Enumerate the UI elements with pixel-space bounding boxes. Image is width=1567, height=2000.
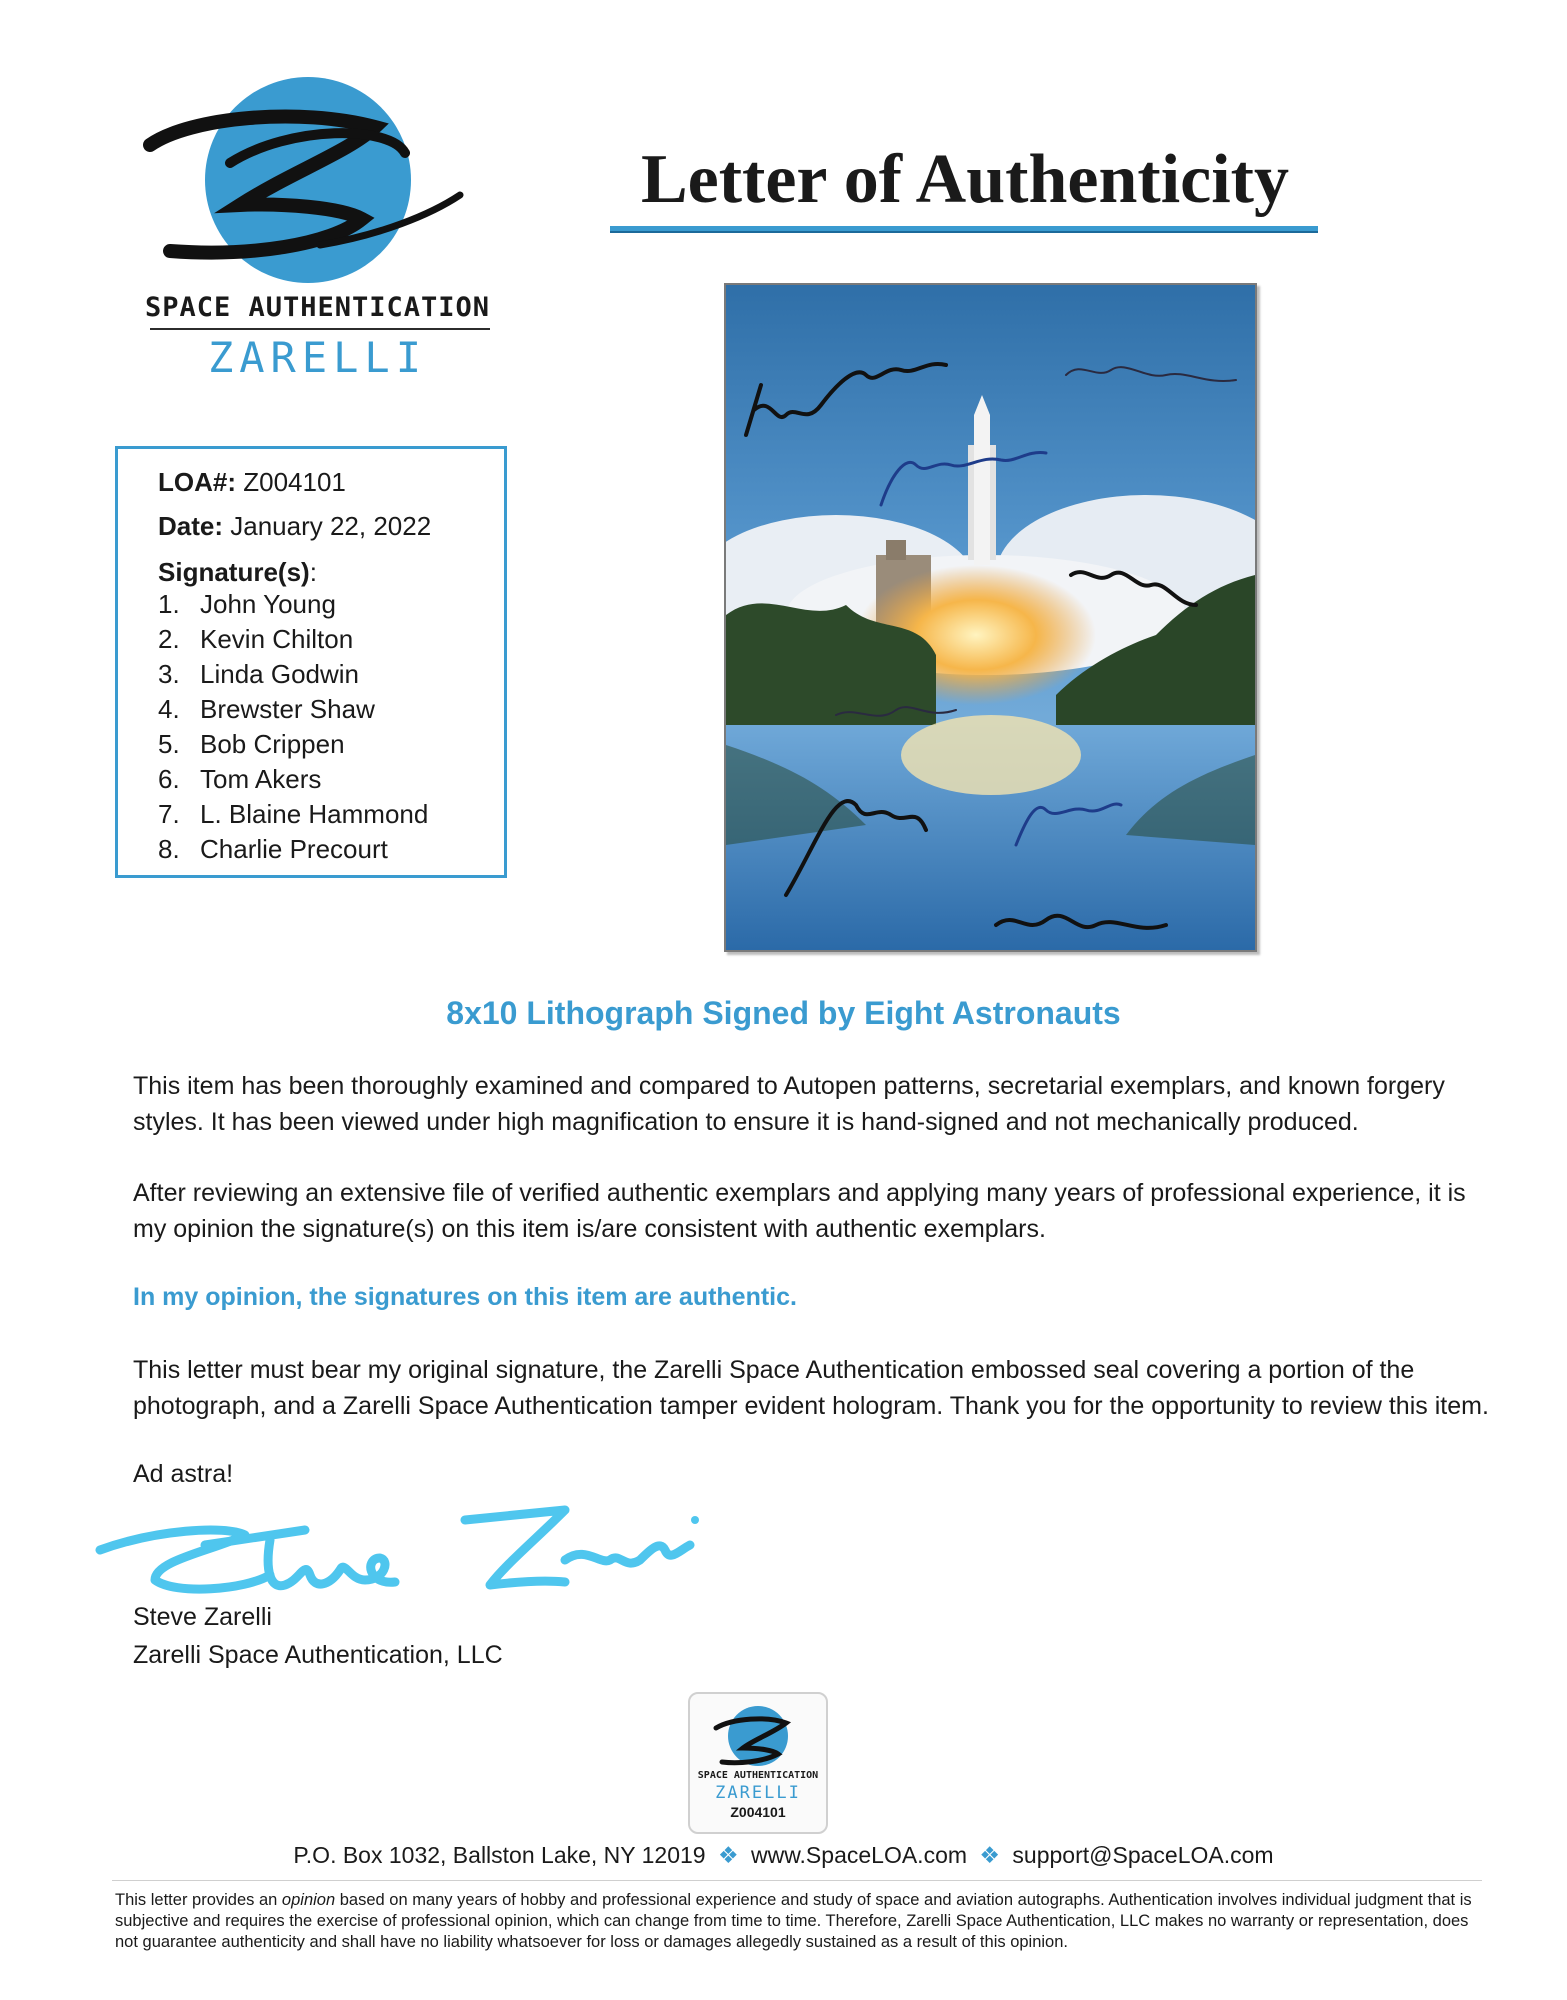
contact-line [0, 1842, 1567, 1869]
shuttle-launch-photo [724, 283, 1257, 952]
loa-date-value: January 22, 2022 [230, 511, 432, 541]
signer-company: Zarelli Space Authentication, LLC [133, 1641, 503, 1669]
list-item-name: Linda Godwin [200, 659, 359, 689]
list-item-name: L. Blaine Hammond [200, 799, 429, 829]
list-item-number: 1. [158, 589, 180, 619]
postal-address: P.O. Box 1032, Ballston Lake, NY 12019 [293, 1842, 706, 1868]
signer-name: Steve Zarelli [133, 1603, 272, 1631]
item-subtitle: 8x10 Lithograph Signed by Eight Astronauts [446, 995, 1121, 1031]
handwritten-signature [95, 1490, 775, 1610]
hologram-line2: ZARELLI [715, 1783, 801, 1803]
list-item-name: Kevin Chilton [200, 624, 354, 654]
list-item-name: Charlie Precourt [200, 834, 388, 864]
list-item [158, 587, 428, 622]
disclaimer-text [115, 1890, 1490, 1953]
signatures-heading [158, 557, 317, 588]
disclaimer-emphasis: opinion [281, 1891, 336, 1909]
list-item-number: 7. [158, 799, 180, 829]
list-item [158, 832, 428, 867]
list-item-number: 3. [158, 659, 180, 689]
loa-number-value: Z004101 [243, 467, 346, 497]
signatures-colon: : [309, 557, 317, 587]
list-item-name: John Young [200, 589, 336, 619]
logo-divider [150, 328, 490, 330]
opinion-statement: In my opinion, the signatures on this item are authentic. [133, 1283, 797, 1311]
review-paragraph: After reviewing an extensive file of verified authentic exemplars and applying many years of professional experience, it is my opinion the signature(s) on this item is/are consistent with authentic exemplars. [133, 1179, 1466, 1243]
hologram-serial: Z004101 [730, 1804, 786, 1820]
list-item-name: Tom Akers [200, 764, 322, 794]
loa-number [158, 467, 346, 498]
list-item-name: Bob Crippen [200, 729, 345, 759]
logo-line1: SPACE AUTHENTICATION [144, 292, 491, 323]
disclaimer-post: based on many years of hobby and professional experience and study of space and aviation autographs. Authentication involves individual judgment that is subjective and requires the exercise of professional opinion, which can change from time to time. Therefore, Zarelli Space Authentication, LLC makes no warranty or representation, does not guarantee authenticity and shall have no liability whatsoever for loss or damages allegedly sustained as a result of this opinion. [115, 1891, 1472, 1951]
loa-number-label: LOA#: [158, 467, 236, 497]
disclaimer-pre: This letter provides an [115, 1891, 282, 1909]
list-item-name: Brewster Shaw [200, 694, 375, 724]
list-item [158, 657, 428, 692]
list-item [158, 692, 428, 727]
list-item [158, 622, 428, 657]
footer-divider [112, 1880, 1482, 1881]
hologram-line1: SPACE AUTHENTICATION [697, 1770, 819, 1781]
closing-text: Ad astra! [133, 1460, 234, 1488]
list-item [158, 762, 428, 797]
list-item-number: 2. [158, 624, 180, 654]
list-item [158, 727, 428, 762]
signature-list [158, 587, 428, 867]
hologram-globe-icon [708, 1698, 808, 1770]
list-item-number: 4. [158, 694, 180, 724]
loa-date-label: Date: [158, 511, 224, 541]
loa-date [158, 511, 431, 542]
requirements-paragraph: This letter must bear my original signature, the Zarelli Space Authentication embossed seal covering a portion of the photograph, and a Zarelli Space Authentication tamper evident hologram. Thank you for the opportunity to review this item. [133, 1356, 1489, 1420]
title-underline [610, 226, 1318, 233]
signatures-label: Signature(s) [158, 557, 310, 587]
list-item [158, 797, 428, 832]
email-link[interactable]: support@SpaceLOA.com [1012, 1842, 1274, 1868]
separator-icon: ❖ [717, 1842, 739, 1868]
list-item-number: 6. [158, 764, 180, 794]
list-item-number: 5. [158, 729, 180, 759]
website-link[interactable]: www.SpaceLOA.com [750, 1842, 968, 1868]
list-item-number: 8. [158, 834, 180, 864]
loa-details-box [115, 446, 507, 878]
examination-paragraph: This item has been thoroughly examined and compared to Autopen patterns, secretarial exemplars, and known forgery styles. It has been viewed under high magnification to ensure it is hand-signed and not mechanically produced. [133, 1072, 1445, 1136]
separator-icon: ❖ [979, 1842, 1001, 1868]
page-title: Letter of Authenticity [640, 141, 1289, 218]
logo-line2: ZARELLI [207, 333, 427, 382]
tamper-evident-hologram [688, 1692, 828, 1834]
